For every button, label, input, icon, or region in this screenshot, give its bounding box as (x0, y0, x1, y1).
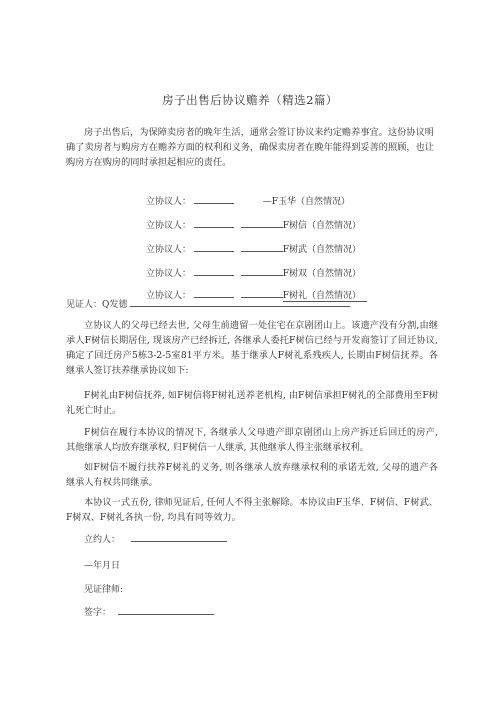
signature-blank (194, 194, 234, 204)
sign-label: 签字： (84, 608, 112, 618)
witness-blank (130, 297, 350, 307)
signature-blank (194, 242, 234, 252)
signatory-label: 立协议人： (146, 197, 192, 207)
sign-blank (118, 605, 214, 615)
witness-line (66, 297, 350, 310)
sign-line (84, 605, 214, 618)
agreement-paragraph-2: F树礼由F树信抚养, 如F树信将F树礼送养老机构, 由F树信承担F树礼的全部费用至F树礼死亡时止。 (66, 390, 438, 416)
agreement-paragraph-1: 立协议人的父母已经去世, 父母生前遗留一处住宅在京剧团山上。该遗产没有分割,由继承人F树信长期居住, 现该房产已经拆迁, 各继承人委托F树信已经与开发商签订了回迁协议, 确定了回迁房产5栋3-2-5室81平方米。基于继承人F树礼系残疾人, 长期由F树信抚养。各继承人签订扶养继承协议如下: (66, 320, 438, 376)
signatory-label: 立协议人： (146, 291, 192, 301)
signature-blank (241, 266, 283, 276)
agreement-paragraph-3: F树信在履行本协议的情况下, 各继承人父母遗产即京剧团山上房产拆迁后回迁的房产, 其他继承人均放弃继承权, 归F树信一人继承, 其他继承人得主张继承权利。 (66, 427, 438, 453)
signatory-party: —F玉华（自然情况） (262, 197, 351, 207)
witness-label: 见证人：Q发德 (66, 300, 128, 310)
signature-blank (194, 266, 234, 276)
signer-label: 立约人： (84, 535, 121, 545)
signatory-party: F树武（自然情况） (282, 245, 362, 255)
document-title: 房子出售后协议赡养（精选2篇） (162, 93, 338, 107)
agreement-paragraph-5: 本协议一式五份, 律师见证后, 任何人不得主张解除。本协议由F玉华、F树信、F树武、F树双、F树礼各执一份, 均具有同等效力。 (66, 497, 438, 523)
agreement-paragraph-4: 如F树信不履行扶养F树礼的义务, 则各继承人放弃继承权利的承诺无效, 父母的遗产各继承人有权共同继承。 (66, 462, 438, 488)
signature-blank (241, 218, 283, 228)
signer-blank (131, 532, 227, 542)
signature-blank (241, 242, 283, 252)
lawyer-line: 见证律师: (84, 585, 124, 595)
signatory-line-3 (146, 242, 361, 255)
intro-paragraph: 房子出售后，为保障卖房者的晚年生活，通常会签订协议来约定赡养事宜。这份协议明确了卖房者与购房方在赡养方面的权利和义务，确保卖房者在晚年能得到妥善的照顾，也让购房方在购房的同时承担起相应的责任。 (66, 127, 434, 168)
signatory-party: F树双（自然情况） (282, 269, 362, 279)
signatory-party: F树礼（自然情况） (283, 288, 367, 302)
date-line: —年月日 (84, 561, 121, 571)
signature-blank (194, 218, 234, 228)
signatory-line-2 (146, 218, 361, 231)
signatory-line-1 (146, 194, 350, 207)
signatory-label: 立协议人： (146, 269, 192, 279)
signatory-party: F树信（自然情况） (282, 221, 362, 231)
signatory-label: 立协议人： (146, 221, 192, 231)
signer-line (84, 532, 227, 545)
signatory-label: 立协议人： (146, 245, 192, 255)
signatory-line-4 (146, 266, 361, 279)
